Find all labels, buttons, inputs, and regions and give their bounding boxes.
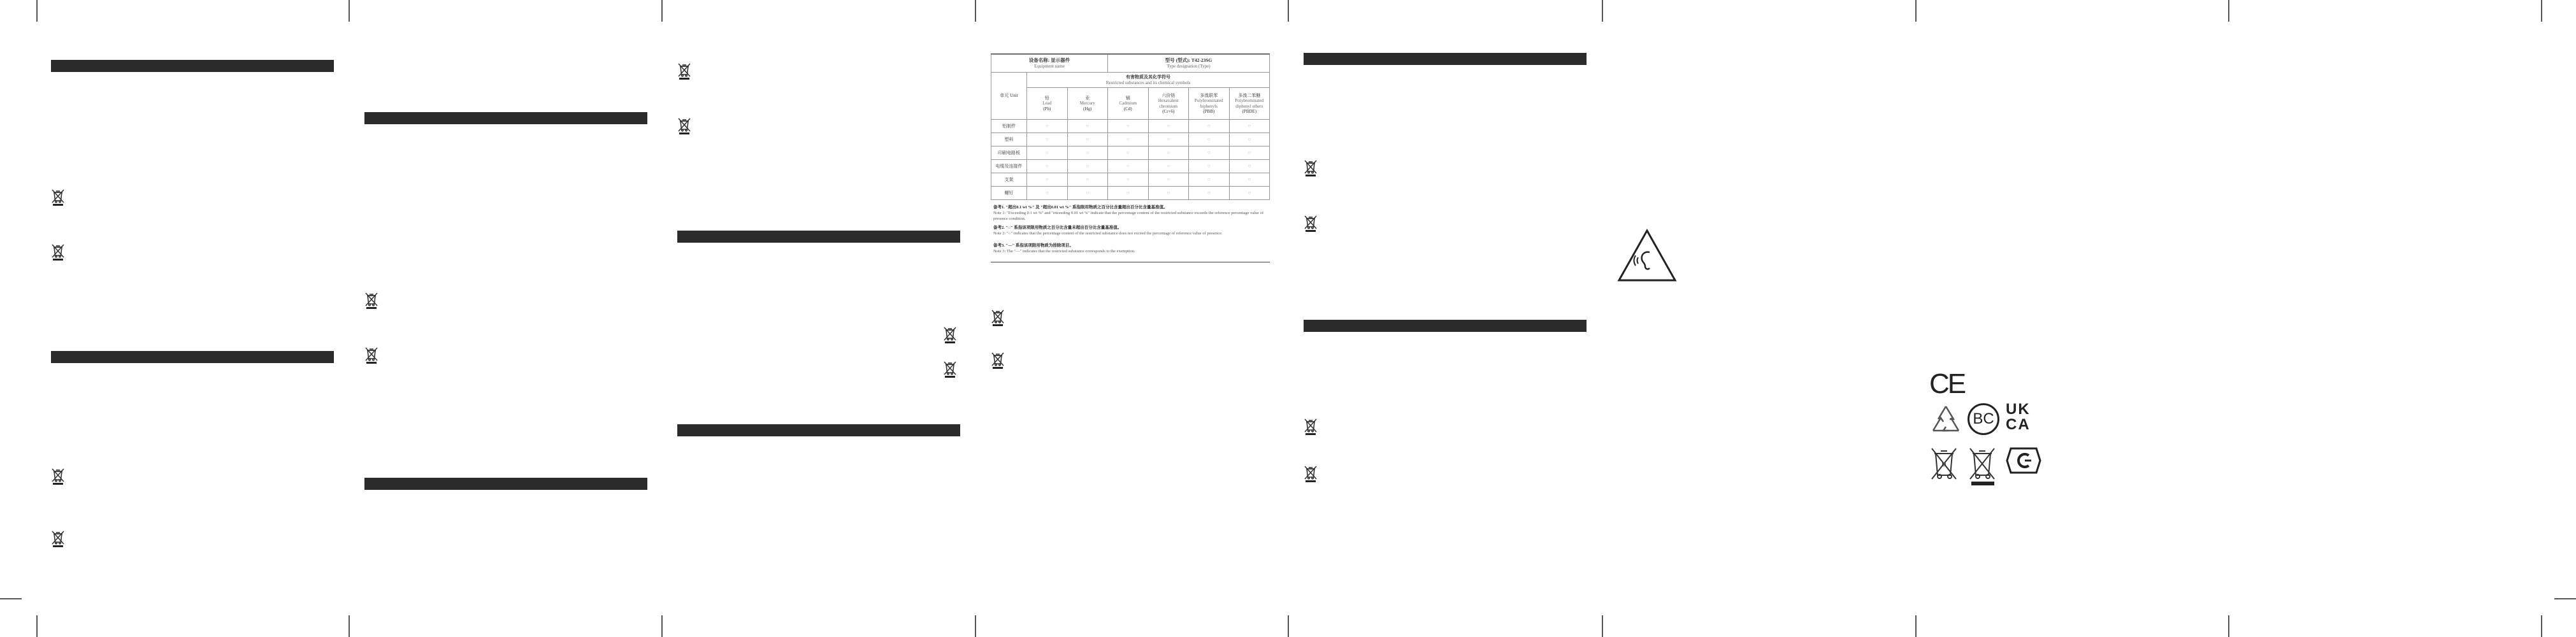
substance-cell: ○ <box>1067 147 1108 160</box>
equipment-name-en: Equipment name <box>1034 63 1065 69</box>
substance-cell: ○ <box>1229 173 1270 187</box>
rcm-compliance-icon <box>2006 446 2041 475</box>
crossed-out-wheelie-bin-icon <box>1304 215 1318 233</box>
unit-name: 支架 <box>991 173 1027 187</box>
note-3-en: Note 3: The "—" indicates that the restricted substance corresponds to the exemption. <box>993 248 1135 254</box>
substance-cell: ○ <box>1189 160 1230 173</box>
unit-name: 印刷电路板 <box>991 147 1027 160</box>
crop-mark <box>2554 598 2576 599</box>
unit-name: 电缆及连接件 <box>991 160 1027 173</box>
substance-cell: ○ <box>1189 120 1230 133</box>
substance-zh: 铅 <box>1044 96 1049 101</box>
crop-mark <box>36 615 38 637</box>
crop-mark <box>2541 615 2542 637</box>
substance-cell: ○ <box>1027 133 1068 147</box>
section-bar <box>677 231 960 243</box>
substance-cell: ○ <box>1189 133 1230 147</box>
crossed-out-wheelie-bin-icon <box>364 292 378 310</box>
ukca-bottom: CA <box>2006 416 2031 433</box>
section-bar <box>1304 320 1587 332</box>
equipment-name-cell <box>991 55 1108 73</box>
substance-zh: 汞 <box>1085 96 1090 101</box>
table-row <box>991 187 1270 200</box>
substance-cell: ○ <box>1027 187 1068 200</box>
section-bar <box>51 351 334 363</box>
substance-zh: 多溴二苯醚 <box>1238 93 1261 99</box>
substance-cell: ○ <box>1108 160 1149 173</box>
crossed-out-wheelie-bin-icon <box>1968 446 1997 487</box>
crop-mark <box>661 615 663 637</box>
substance-cell: ○ <box>1067 187 1108 200</box>
substance-en: Polybrominated biphenyls <box>1194 98 1223 109</box>
substance-en: Cadmium <box>1119 101 1137 106</box>
battery-weee-icon <box>1929 446 1959 480</box>
crop-mark <box>1915 0 1917 22</box>
substance-cell: ○ <box>1108 133 1149 147</box>
substance-cell: ○ <box>1148 133 1189 147</box>
section-bar <box>364 478 647 490</box>
crop-mark <box>0 598 22 599</box>
table-row <box>991 147 1270 160</box>
substance-cell: ○ <box>1229 120 1270 133</box>
substance-sym: (PBB) <box>1203 108 1215 114</box>
substance-column-header <box>1067 88 1108 120</box>
crossed-out-wheelie-bin-icon <box>677 62 691 80</box>
table-row <box>991 160 1270 173</box>
unit-name: 螺钉 <box>991 187 1027 200</box>
substance-cell: ○ <box>1027 160 1068 173</box>
substance-zh: 六价铬 <box>1162 93 1176 99</box>
section-bar <box>1304 53 1587 65</box>
hearing-protection-warning-icon <box>1616 228 1678 283</box>
note-2-zh: 备考2. "○" 系指该项限用物质之百分比含量未超出百分比含量基准值。 <box>993 225 1122 231</box>
substance-en: Lead <box>1042 101 1052 106</box>
crossed-out-wheelie-bin-icon <box>943 326 957 344</box>
rohs-substance-table <box>991 54 1270 262</box>
substance-cell: ○ <box>1027 173 1068 187</box>
table-row <box>991 120 1270 133</box>
substance-cell: ○ <box>1108 147 1149 160</box>
note-1-zh: 备考1. "超出0.1 wt %" 及 "超出0.01 wt %" 系指限用物质之百分比含量超出百分比含量基准值。 <box>993 205 1168 210</box>
crop-mark <box>1288 615 1289 637</box>
substance-cell: ○ <box>1189 173 1230 187</box>
model-cell <box>1108 55 1270 73</box>
substance-en: Mercury <box>1079 101 1095 106</box>
substance-cell: ○ <box>1189 187 1230 200</box>
substance-cell: ○ <box>1108 120 1149 133</box>
crop-mark <box>349 615 350 637</box>
crop-mark <box>1602 615 1603 637</box>
substance-column-header <box>1108 88 1149 120</box>
crop-mark <box>36 0 38 22</box>
crop-mark <box>661 0 663 22</box>
model-zh: 型号 (型式): T42-23SG <box>1165 57 1212 64</box>
svg-text:Li: Li <box>1941 461 1946 468</box>
substance-cell: ○ <box>1229 187 1270 200</box>
crossed-out-wheelie-bin-icon <box>51 189 65 206</box>
substance-column-header <box>1027 88 1068 120</box>
crossed-out-wheelie-bin-icon <box>943 361 957 378</box>
crop-mark <box>975 0 976 22</box>
crossed-out-wheelie-bin-icon <box>1304 418 1318 436</box>
crop-mark <box>2228 615 2229 637</box>
substance-cell: ○ <box>1067 173 1108 187</box>
bc-mark: BC <box>1968 403 1999 435</box>
substance-cell: ○ <box>1229 133 1270 147</box>
substance-cell: ○ <box>1229 147 1270 160</box>
crossed-out-wheelie-bin-icon <box>1304 159 1318 177</box>
substance-cell: ○ <box>1148 120 1189 133</box>
substance-sym: (Cd) <box>1123 106 1132 111</box>
substance-sym: (PBDE) <box>1242 108 1257 114</box>
substance-cell: ○ <box>1067 133 1108 147</box>
substance-cell: ○ <box>1027 147 1068 160</box>
substance-cell: ○ <box>1148 187 1189 200</box>
crossed-out-wheelie-bin-icon <box>677 117 691 135</box>
model-en: Type designation (Type) <box>1167 63 1211 69</box>
substance-en: Hexavalent chromium <box>1158 98 1179 109</box>
crossed-out-wheelie-bin-icon <box>364 347 378 364</box>
substance-cell: ○ <box>1148 160 1189 173</box>
ukca-top: UK <box>2006 401 2031 418</box>
note-1-en: Note 1: "Exceeding 0.1 wt %" and "exceeding 0.01 wt %" indicate that the percentage content of the restricted substance exceeds the reference percentage value of presence condition. <box>993 210 1264 221</box>
ukca-mark <box>2006 402 2031 433</box>
unit-name: 塑料 <box>991 133 1027 147</box>
unit-label: 单元 Unit <box>991 73 1027 120</box>
crossed-out-wheelie-bin-icon <box>991 352 1005 369</box>
equipment-name-zh: 设备名称: 显示器件 <box>1028 57 1070 64</box>
substance-sym: (Hg) <box>1083 106 1092 111</box>
table-row <box>991 173 1270 187</box>
crop-mark <box>1915 615 1917 637</box>
crossed-out-wheelie-bin-icon <box>51 530 65 548</box>
substance-cell: ○ <box>1148 147 1189 160</box>
substance-cell: ○ <box>1067 120 1108 133</box>
crop-mark <box>1602 0 1603 22</box>
substance-cell: ○ <box>1189 147 1230 160</box>
substance-cell: ○ <box>1108 173 1149 187</box>
substances-header <box>1027 73 1270 88</box>
note-3-zh: 备考3. "—" 系指该项限用物质为排除项目。 <box>993 243 1074 248</box>
section-bar <box>677 424 960 436</box>
substance-cell: ○ <box>1229 160 1270 173</box>
substance-cell: ○ <box>1067 160 1108 173</box>
substance-cell: ○ <box>1108 187 1149 200</box>
crossed-out-wheelie-bin-icon <box>1304 465 1318 483</box>
crossed-out-wheelie-bin-icon <box>51 468 65 485</box>
substance-column-header <box>1189 88 1230 120</box>
substance-cell: ○ <box>1027 120 1068 133</box>
crop-mark <box>349 0 350 22</box>
substance-zh: 多溴联苯 <box>1200 93 1218 99</box>
substance-en: Polybrominated diphenyl ethers <box>1235 98 1264 109</box>
substance-column-header <box>1148 88 1189 120</box>
note-2-en: Note 2: "○" indicates that the percentage content of the restricted substance does not exceed the percentage of reference value of presence. <box>993 231 1223 236</box>
crossed-out-wheelie-bin-icon <box>51 243 65 261</box>
substance-zh: 镉 <box>1125 96 1130 101</box>
section-bar <box>51 60 334 72</box>
recycle-icon <box>1928 403 1964 438</box>
substance-column-header <box>1229 88 1270 120</box>
crop-mark <box>2228 0 2229 22</box>
crop-mark <box>2541 0 2542 22</box>
crossed-out-wheelie-bin-icon <box>991 309 1005 327</box>
table-row <box>991 133 1270 147</box>
substances-header-en: Restricted substances and its chemical symbols <box>1105 80 1191 85</box>
substance-cell: ○ <box>1148 173 1189 187</box>
rohs-notes <box>991 200 1270 254</box>
substances-header-zh: 有害物质及其化学符号 <box>1126 75 1170 80</box>
ce-mark: CE <box>1929 368 1965 399</box>
crop-mark <box>1288 0 1289 22</box>
section-bar <box>364 112 647 124</box>
unit-name: 铝制件 <box>991 120 1027 133</box>
crop-mark <box>975 615 976 637</box>
substance-sym: (Pb) <box>1043 106 1051 111</box>
substance-sym: (Cr+6) <box>1162 108 1175 114</box>
